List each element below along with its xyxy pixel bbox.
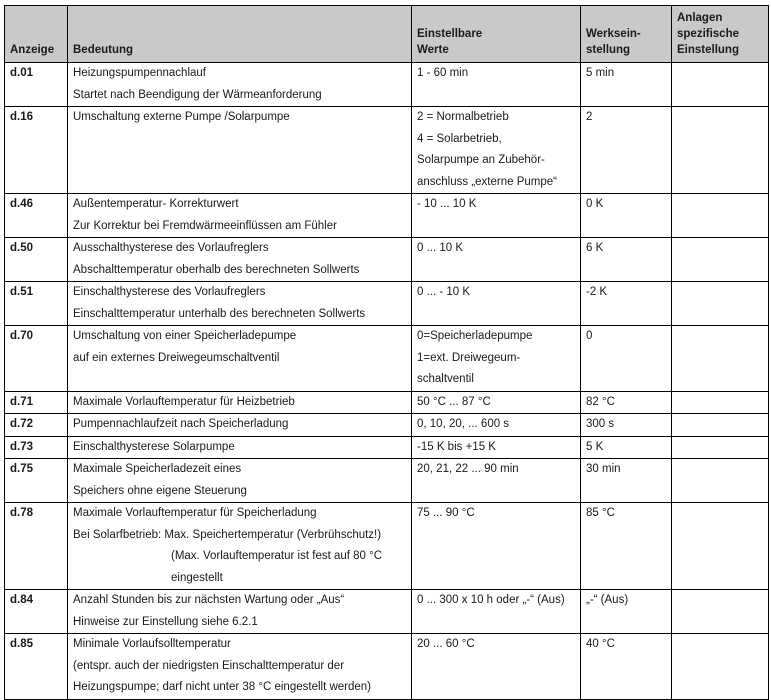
- cell-bedeutung-line: Einschalthysterese Solarpumpe: [73, 440, 235, 453]
- cell-werte-line: - 10 ... 10 K: [417, 198, 477, 210]
- cell-werte-line: 0 ... 10 K: [417, 242, 464, 254]
- cell-bedeutung: [68, 634, 412, 700]
- header-werkseinstellung: [581, 6, 672, 63]
- cell-werte: [412, 391, 581, 414]
- header-anlagen: [672, 6, 769, 63]
- cell-werkseinstellung: [581, 414, 672, 437]
- table-row: [5, 238, 769, 282]
- cell-werte-line: Solarpumpe an Zubehör-: [417, 154, 545, 166]
- cell-bedeutung-line: Abschalttemperatur oberhalb des berechneten Sollwerts: [73, 263, 360, 276]
- header-werk-line: stellung: [586, 44, 631, 56]
- cell-werte: [412, 282, 581, 326]
- cell-werkseinstellung-line: 5 min: [586, 67, 615, 79]
- cell-bedeutung: [68, 63, 412, 107]
- cell-bedeutung-line: Ausschalthysterese des Vorlaufreglers: [73, 242, 269, 254]
- cell-werte-line: 4 = Solarbetrieb,: [417, 132, 502, 145]
- cell-anlagen-einstellung: [672, 503, 769, 590]
- cell-werte-line: 0 ... 300 x 10 h oder „-“ (Aus): [417, 594, 565, 606]
- cell-anlagen-einstellung: [672, 326, 769, 392]
- cell-anzeige: d.75: [5, 459, 68, 503]
- table-row: [5, 326, 769, 392]
- cell-werte: [412, 194, 581, 238]
- cell-werkseinstellung-line: 40 °C: [586, 638, 615, 650]
- cell-werkseinstellung: [581, 107, 672, 194]
- cell-bedeutung: [68, 391, 412, 414]
- cell-anlagen-einstellung: [672, 436, 769, 459]
- table-header-row: [5, 6, 769, 63]
- cell-bedeutung-line: Heizungspumpennachlauf: [73, 67, 206, 79]
- header-anlagen-line: Einstellung: [677, 44, 739, 56]
- cell-werkseinstellung: [581, 503, 672, 590]
- cell-bedeutung: [68, 459, 412, 503]
- cell-werkseinstellung-line: 0 K: [586, 198, 604, 210]
- cell-bedeutung-line: eingestellt: [171, 571, 223, 584]
- cell-werte-line: 0=Speicherladepumpe: [417, 330, 533, 342]
- cell-bedeutung-line: Hinweise zur Einstellung siehe 6.2.1: [73, 615, 258, 628]
- cell-werte-line: 1 - 60 min: [417, 67, 469, 79]
- cell-bedeutung: [68, 107, 412, 194]
- cell-werkseinstellung: [581, 590, 672, 634]
- parameter-table: [4, 5, 769, 700]
- cell-anlagen-einstellung: [672, 634, 769, 700]
- cell-werkseinstellung: [581, 194, 672, 238]
- header-werte-line: Werte: [417, 44, 449, 56]
- cell-bedeutung-line: Pumpennachlaufzeit nach Speicherladung: [73, 418, 289, 430]
- cell-bedeutung-line: Außentemperatur- Korrekturwert: [73, 198, 239, 210]
- cell-werte-line: 20 ... 60 °C: [417, 638, 475, 650]
- cell-bedeutung-line: (Max. Vorlauftemperatur ist fest auf 80 °C: [171, 550, 383, 562]
- header-anzeige: [5, 6, 68, 63]
- cell-anzeige: d.50: [5, 238, 68, 282]
- header-werte-line: Einstellbare: [417, 28, 483, 40]
- table-row: [5, 107, 769, 194]
- cell-werte: [412, 326, 581, 392]
- cell-bedeutung-line: Startet nach Beendigung der Wärmeanforderung: [73, 88, 322, 101]
- cell-anlagen-einstellung: [672, 590, 769, 634]
- cell-anlagen-einstellung: [672, 238, 769, 282]
- cell-werkseinstellung-line: 300 s: [586, 418, 615, 430]
- cell-anlagen-einstellung: [672, 63, 769, 107]
- cell-werkseinstellung-line: 30 min: [586, 463, 621, 475]
- cell-anzeige: d.51: [5, 282, 68, 326]
- cell-werte: [412, 436, 581, 459]
- table-row: [5, 391, 769, 414]
- cell-anzeige: d.71: [5, 391, 68, 414]
- cell-werkseinstellung-line: 2: [586, 111, 593, 123]
- cell-bedeutung-line: auf ein externes Dreiwegeumschaltventil: [73, 351, 280, 364]
- header-anlagen-line: Anlagen: [677, 12, 723, 24]
- table-row: [5, 459, 769, 503]
- header-werk-line: Werksein-: [586, 28, 641, 40]
- cell-werte: [412, 63, 581, 107]
- cell-bedeutung: [68, 282, 412, 326]
- cell-bedeutung-line: Anzahl Stunden bis zur nächsten Wartung oder „Aus“: [73, 594, 345, 606]
- cell-anzeige: d.78: [5, 503, 68, 590]
- cell-werkseinstellung: [581, 326, 672, 392]
- cell-werkseinstellung-line: 82 °C: [586, 395, 615, 408]
- cell-werte: [412, 238, 581, 282]
- cell-bedeutung-line: Maximale Vorlauftemperatur für Heizbetrieb: [73, 395, 295, 408]
- cell-bedeutung: [68, 326, 412, 392]
- cell-anzeige: d.84: [5, 590, 68, 634]
- table-row: [5, 194, 769, 238]
- cell-anzeige: d.16: [5, 107, 68, 194]
- cell-werkseinstellung: [581, 63, 672, 107]
- cell-bedeutung-line: Einschalthysterese des Vorlaufreglers: [73, 286, 266, 298]
- cell-bedeutung: [68, 590, 412, 634]
- header-anzeige-text: Anzeige: [10, 44, 55, 56]
- table-row: [5, 282, 769, 326]
- cell-werkseinstellung: [581, 436, 672, 459]
- cell-bedeutung-line: Speichers ohne eigene Steuerung: [73, 484, 247, 497]
- cell-werte-line: -15 K bis +15 K: [417, 440, 496, 453]
- cell-anlagen-einstellung: [672, 194, 769, 238]
- cell-bedeutung-line: Maximale Vorlauftemperatur für Speicherladung: [73, 507, 317, 519]
- header-anlagen-line: spezifische: [677, 28, 739, 40]
- cell-anzeige: d.46: [5, 194, 68, 238]
- table-row: [5, 414, 769, 437]
- header-bedeutung: [68, 6, 412, 63]
- cell-werkseinstellung: [581, 634, 672, 700]
- cell-anlagen-einstellung: [672, 459, 769, 503]
- cell-werkseinstellung-line: 6 K: [586, 242, 604, 254]
- cell-werte: [412, 634, 581, 700]
- cell-anzeige: d.72: [5, 414, 68, 437]
- cell-bedeutung-line: Bei Solarfbetrieb: Max. Speichertemperatur (Verbrühschutz!): [73, 528, 382, 541]
- cell-bedeutung: [68, 414, 412, 437]
- cell-werkseinstellung: [581, 391, 672, 414]
- cell-werte-line: 20, 21, 22 ... 90 min: [417, 463, 519, 475]
- cell-werte: [412, 503, 581, 590]
- cell-werte-line: 75 ... 90 °C: [417, 507, 475, 519]
- cell-anzeige: d.70: [5, 326, 68, 392]
- header-bedeutung-text: Bedeutung: [73, 44, 134, 56]
- table-body: [5, 63, 769, 700]
- cell-werte: [412, 414, 581, 437]
- cell-anlagen-einstellung: [672, 391, 769, 414]
- table-row: [5, 590, 769, 634]
- cell-werkseinstellung: [581, 282, 672, 326]
- cell-bedeutung-line: Zur Korrektur bei Fremdwärmeeinflüssen am Fühler: [73, 219, 337, 232]
- cell-bedeutung: [68, 194, 412, 238]
- cell-anlagen-einstellung: [672, 414, 769, 437]
- cell-bedeutung-line: Einschalttemperatur unterhalb des berechneten Sollwerts: [73, 307, 366, 320]
- cell-werte-line: anschluss „externe Pumpe“: [417, 175, 557, 188]
- cell-bedeutung-line: Umschaltung externe Pumpe /Solarpumpe: [73, 111, 290, 123]
- cell-anzeige: d.85: [5, 634, 68, 700]
- cell-werte: [412, 590, 581, 634]
- cell-werte-line: 1=ext. Dreiwegeum-: [417, 351, 521, 364]
- cell-werkseinstellung-line: 0: [586, 330, 593, 342]
- cell-werte: [412, 107, 581, 194]
- cell-anlagen-einstellung: [672, 282, 769, 326]
- table-row: [5, 63, 769, 107]
- cell-bedeutung-line: (entspr. auch der niedrigsten Einschalttemperatur der: [73, 659, 345, 672]
- cell-bedeutung-line: Maximale Speicherladezeit eines: [73, 463, 242, 475]
- cell-werkseinstellung-line: „-“ (Aus): [586, 594, 629, 606]
- cell-werte-line: 0, 10, 20, ... 600 s: [417, 418, 510, 430]
- cell-werte-line: schaltventil: [417, 373, 474, 385]
- cell-werkseinstellung-line: -2 K: [586, 286, 608, 298]
- cell-werkseinstellung: [581, 238, 672, 282]
- cell-anlagen-einstellung: [672, 107, 769, 194]
- header-werte: [412, 6, 581, 63]
- cell-bedeutung-line: Heizungspumpe; darf nicht unter 38 °C eingestellt werden): [73, 681, 372, 693]
- cell-bedeutung-line: Umschaltung von einer Speicherladepumpe: [73, 330, 297, 342]
- cell-bedeutung: [68, 503, 412, 590]
- cell-werte-line: 0 ... - 10 K: [417, 286, 471, 298]
- cell-bedeutung-line: Minimale Vorlaufsolltemperatur: [73, 638, 231, 650]
- cell-werte-line: 50 °C ... 87 °C: [417, 395, 491, 408]
- cell-werte: [412, 459, 581, 503]
- cell-bedeutung: [68, 436, 412, 459]
- cell-werkseinstellung-line: 5 K: [586, 440, 604, 453]
- table-row: [5, 503, 769, 590]
- cell-bedeutung: [68, 238, 412, 282]
- cell-anzeige: d.01: [5, 63, 68, 107]
- table-row: [5, 634, 769, 700]
- cell-werkseinstellung-line: 85 °C: [586, 507, 615, 519]
- cell-werkseinstellung: [581, 459, 672, 503]
- table-row: [5, 436, 769, 459]
- cell-anzeige: d.73: [5, 436, 68, 459]
- cell-werte-line: 2 = Normalbetrieb: [417, 111, 509, 123]
